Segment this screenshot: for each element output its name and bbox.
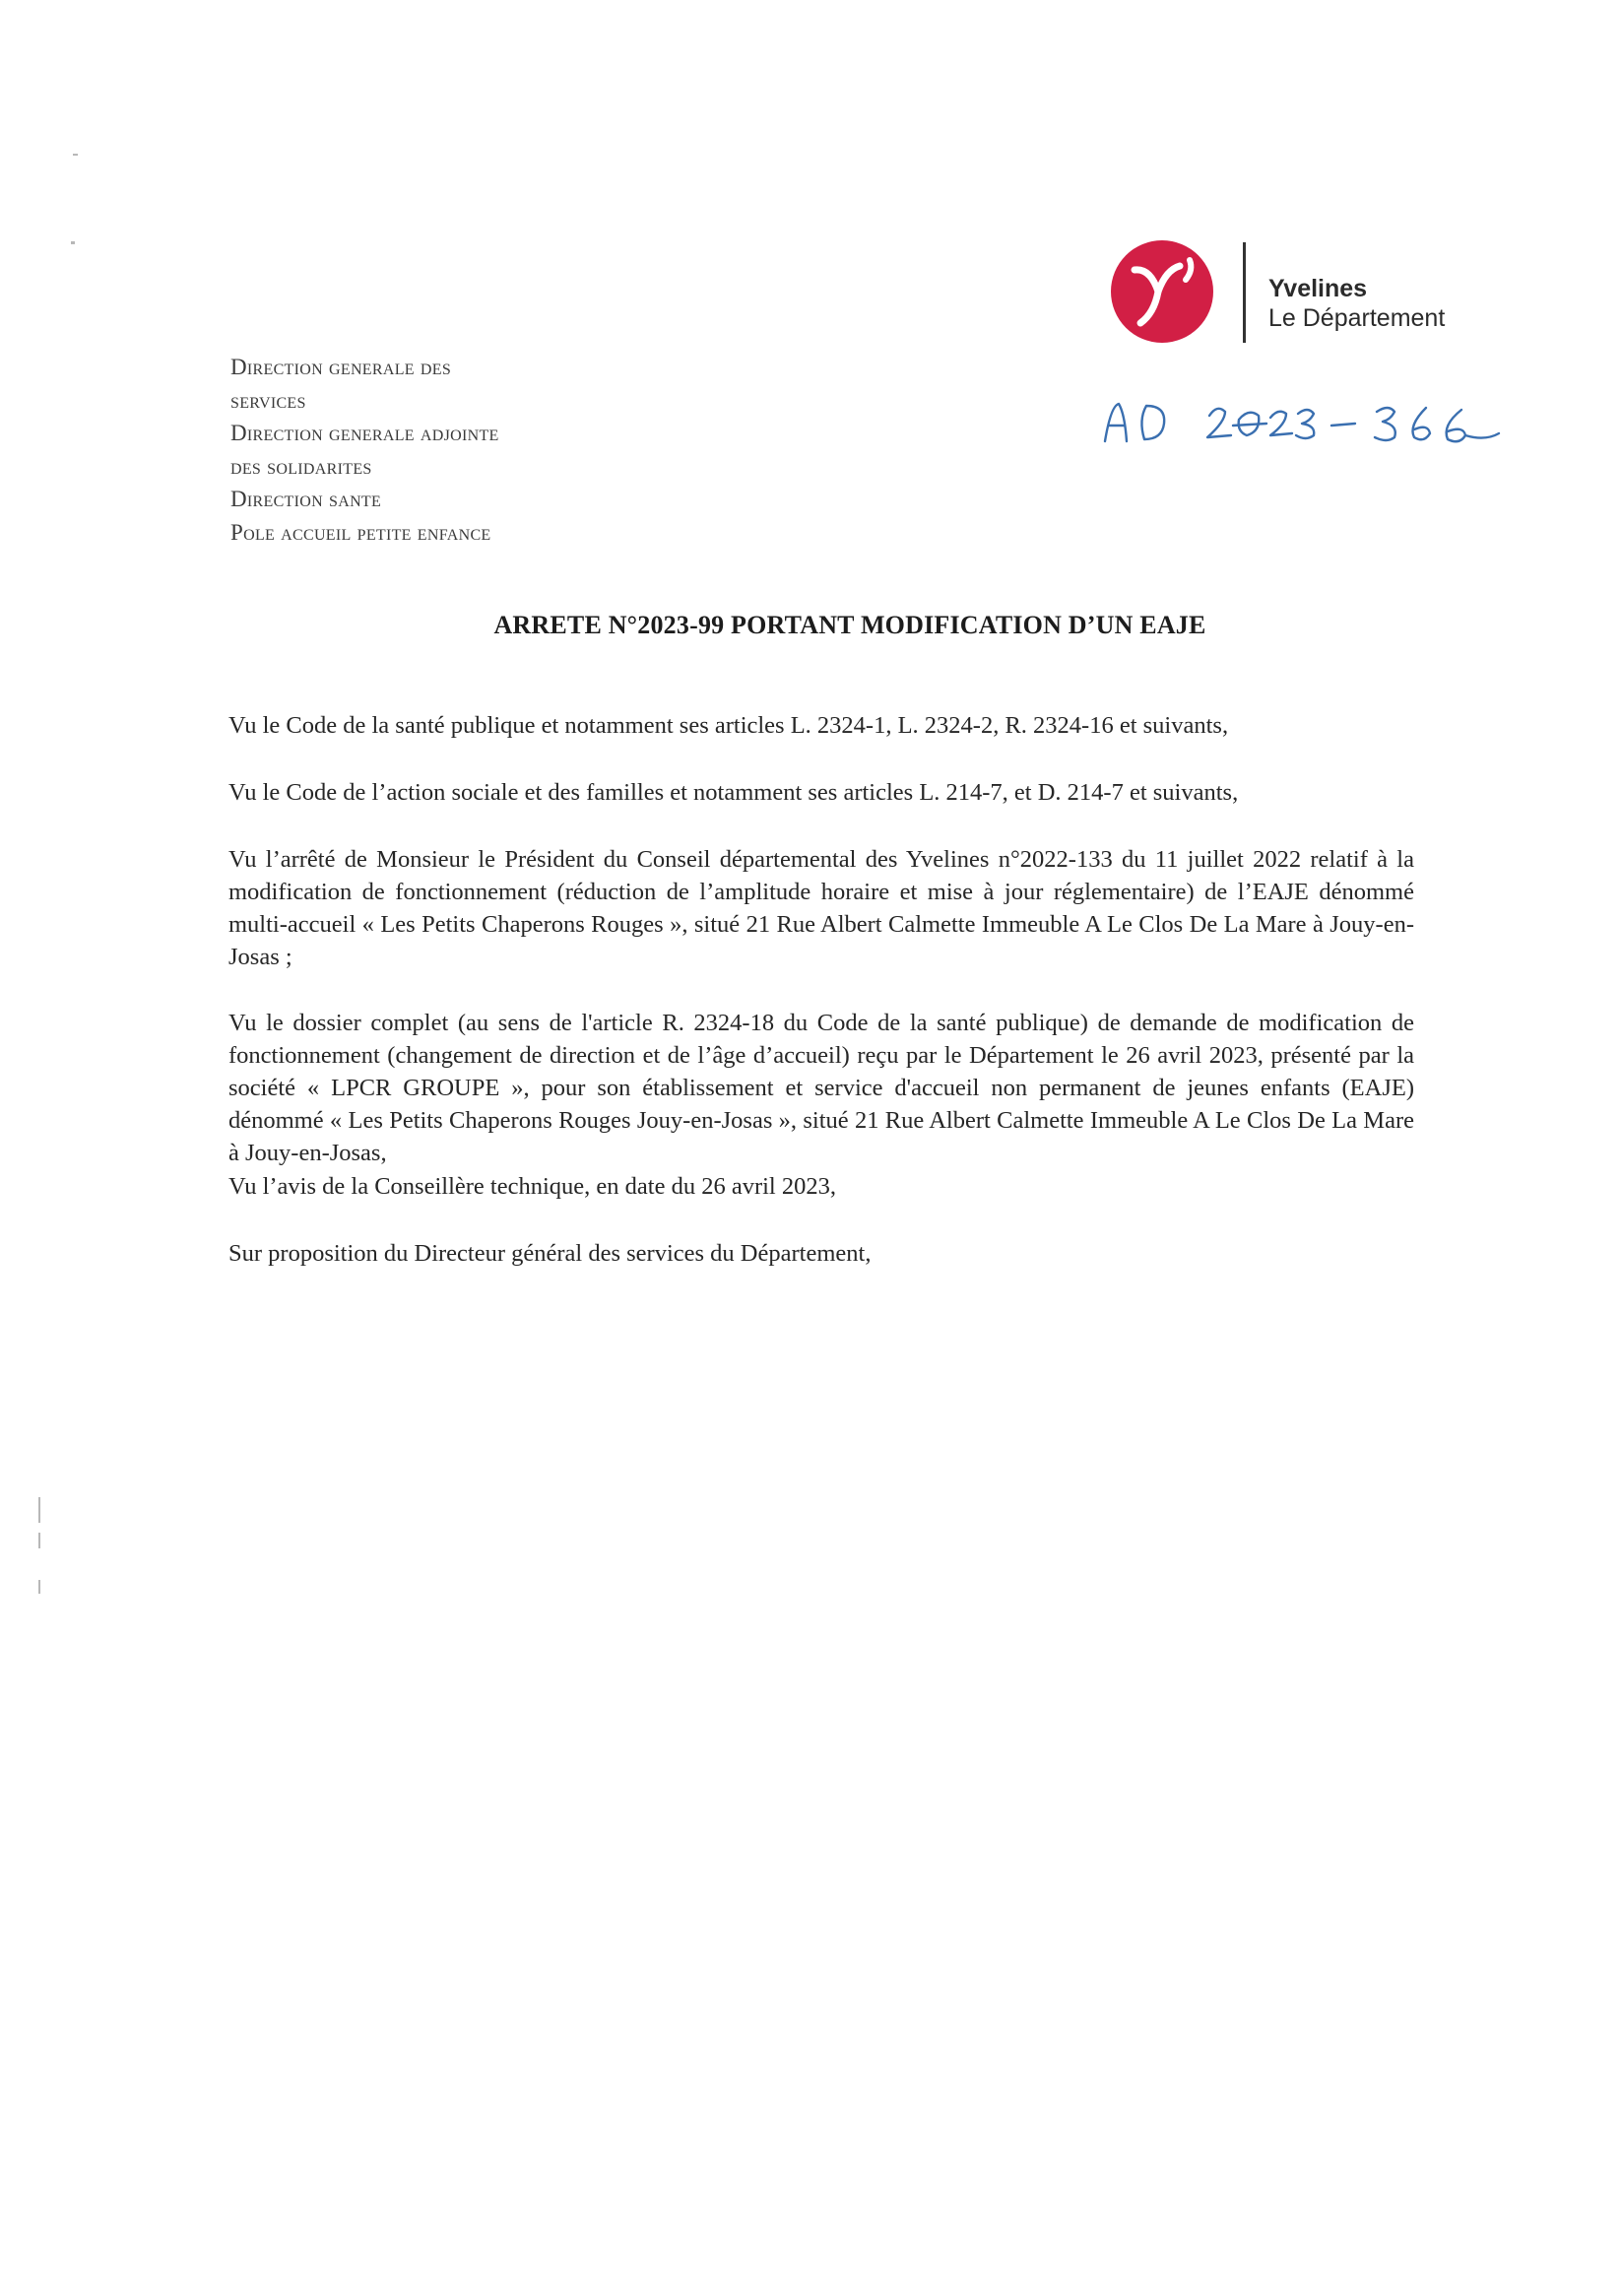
paragraph-proposition: Sur proposition du Directeur général des services du Département, [228,1240,872,1267]
scan-speck [38,1533,40,1548]
paragraph-visa-code-action-sociale: Vu le Code de l’action sociale et des familles et notamment ses articles L. 214-7, et D. 214-7 et suivants, [228,779,1239,806]
paragraph-visa-arrete-2022: Vu l’arrêté de Monsieur le Président du Conseil départemental des Yvelines n°2022-133 du 11 juillet 2022 relatif à la modification de fonctionnement (réduction de l’amplitude horaire et mise à jour réglementaire) de l’EAJE dénommé multi-accueil « Les Petits Chaperons Rouges », situé 21 Rue Albert Calmette Immeuble A Le Clos De La Mare à Jouy-en-Josas ; [228,846,1414,970]
scan-speck [38,1580,40,1594]
logo-divider [1243,242,1246,343]
document-title-text: ARRETE N°2023-99 PORTANT MODIFICATION D’UN EAJE [493,611,1206,639]
yvelines-logo [1111,240,1505,359]
header-line: Direction generale des [230,355,452,379]
header-line: Direction sante [230,487,382,511]
paragraph-visa-avis: Vu l’avis de la Conseillère technique, en date du 26 avril 2023, [228,1173,836,1200]
handwritten-reference-signature [1101,396,1515,451]
header-line: services [230,387,306,413]
document-title [0,611,1621,640]
scan-speck [71,241,75,244]
logo-text [1268,274,1445,333]
paragraph-visa-code-sante: Vu le Code de la santé publique et notamment ses articles L. 2324-1, L. 2324-2, R. 2324-16 et suivants, [228,712,1229,739]
header-line: Pole accueil petite enfance [230,519,491,545]
yvelines-mark-icon [1111,240,1213,343]
header-line: Direction generale adjointe [230,421,499,445]
scan-speck [73,154,78,156]
logo-brand-line1: Yvelines [1268,275,1368,302]
header-line: des solidarites [230,453,372,479]
issuing-service-header [230,351,723,549]
scan-speck [38,1497,40,1523]
paragraph-visa-dossier: Vu le dossier complet (au sens de l'article R. 2324-18 du Code de la santé publique) de demande de modification de fonctionnement (changement de direction et de l’âge d’accueil) reçu par le Département le 26 avril 2023, présenté par la société « LPCR GROUPE », pour son établissement et service d'accueil non permanent de jeunes enfants (EAJE) dénommé « Les Petits Chaperons Rouges Jouy-en-Josas », situé 21 Rue Albert Calmette Immeuble A Le Clos De La Mare à Jouy-en-Josas, [228,1010,1414,1166]
logo-brand-line2: Le Département [1268,304,1446,332]
